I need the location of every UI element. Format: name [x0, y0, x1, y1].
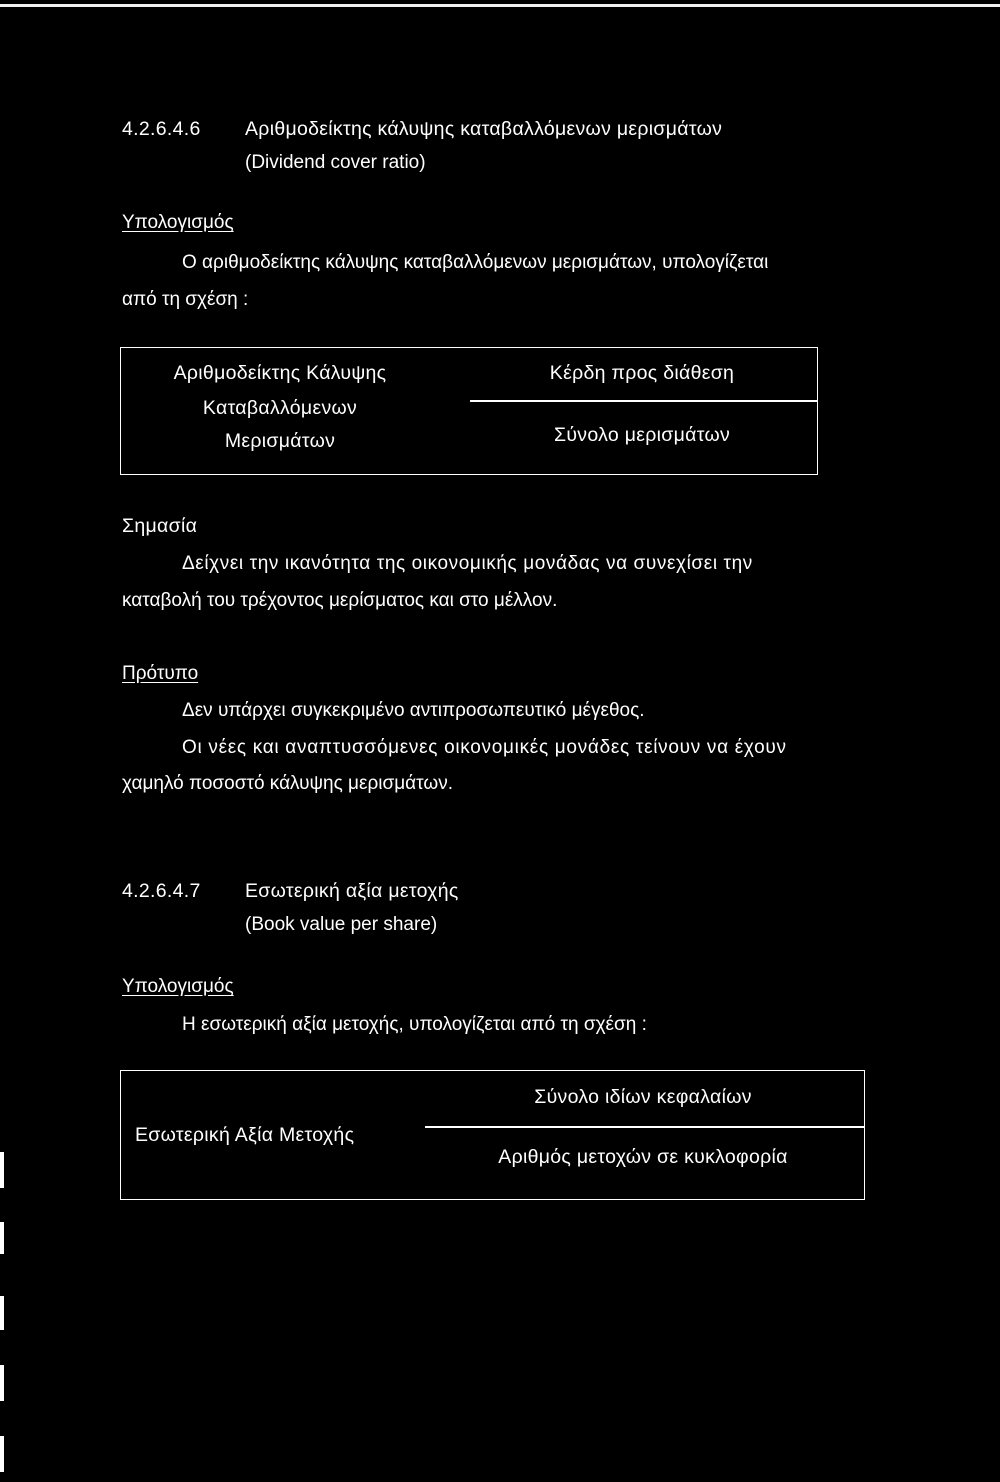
formula-numerator: Κέρδη προς διάθεση: [549, 362, 735, 384]
scan-margin-mark: [0, 1365, 4, 1401]
scan-margin-mark: [0, 1152, 4, 1188]
formula-left-line2: Καταβαλλόμενων: [202, 397, 358, 419]
section-title: Αριθμοδείκτης κάλυψης καταβαλλόμενων μερισμάτων: [245, 118, 723, 140]
meaning-line1: Δείχνει την ικανότητα της οικονομικής μονάδας να συνεχίσει την: [182, 553, 753, 574]
formula-left: Εσωτερική Αξία Μετοχής: [135, 1124, 355, 1146]
fraction-bar: [425, 1126, 865, 1128]
section-title: Εσωτερική αξία μετοχής: [245, 880, 459, 902]
formula-left-line3: Μερισμάτων: [224, 430, 336, 452]
meaning-line2: καταβολή του τρέχοντος μερίσματος και στο μέλλον.: [122, 590, 558, 611]
formula-denominator: Αριθμός μετοχών σε κυκλοφορία: [498, 1146, 788, 1168]
section-number: 4.2.6.4.7: [122, 880, 201, 902]
scan-margin-mark: [0, 1436, 4, 1472]
section-subtitle: (Dividend cover ratio): [245, 152, 426, 173]
formula-denominator: Σύνολο μερισμάτων: [553, 424, 731, 446]
calc-heading: Υπολογισμός: [122, 976, 234, 997]
calc-text-line1: Ο αριθμοδείκτης κάλυψης καταβαλλόμενων μερισμάτων, υπολογίζεται: [182, 252, 769, 273]
calc-text: Η εσωτερική αξία μετοχής, υπολογίζεται από τη σχέση :: [182, 1014, 647, 1035]
calc-text-line2: από τη σχέση :: [122, 289, 249, 310]
meaning-heading: Σημασία: [122, 515, 198, 537]
standard-line1: Δεν υπάρχει συγκεκριμένο αντιπροσωπευτικό μέγεθος.: [182, 700, 645, 721]
formula-left-line1: Αριθμοδείκτης Κάλυψης: [173, 362, 387, 384]
standard-line2: Οι νέες και αναπτυσσόμενες οικονομικές μονάδες τείνουν να έχουν: [182, 737, 787, 758]
fraction-bar: [470, 400, 818, 402]
scan-top-edge: [0, 4, 1000, 7]
standard-heading: Πρότυπο: [122, 663, 199, 684]
section-number: 4.2.6.4.6: [122, 118, 201, 140]
calc-heading: Υπολογισμός: [122, 212, 234, 233]
standard-line3: χαμηλό ποσοστό κάλυψης μερισμάτων.: [122, 773, 453, 794]
scan-margin-mark: [0, 1296, 4, 1330]
formula-numerator: Σύνολο ιδίων κεφαλαίων: [534, 1086, 752, 1108]
scan-margin-mark: [0, 1222, 4, 1254]
section-subtitle: (Book value per share): [245, 914, 438, 935]
